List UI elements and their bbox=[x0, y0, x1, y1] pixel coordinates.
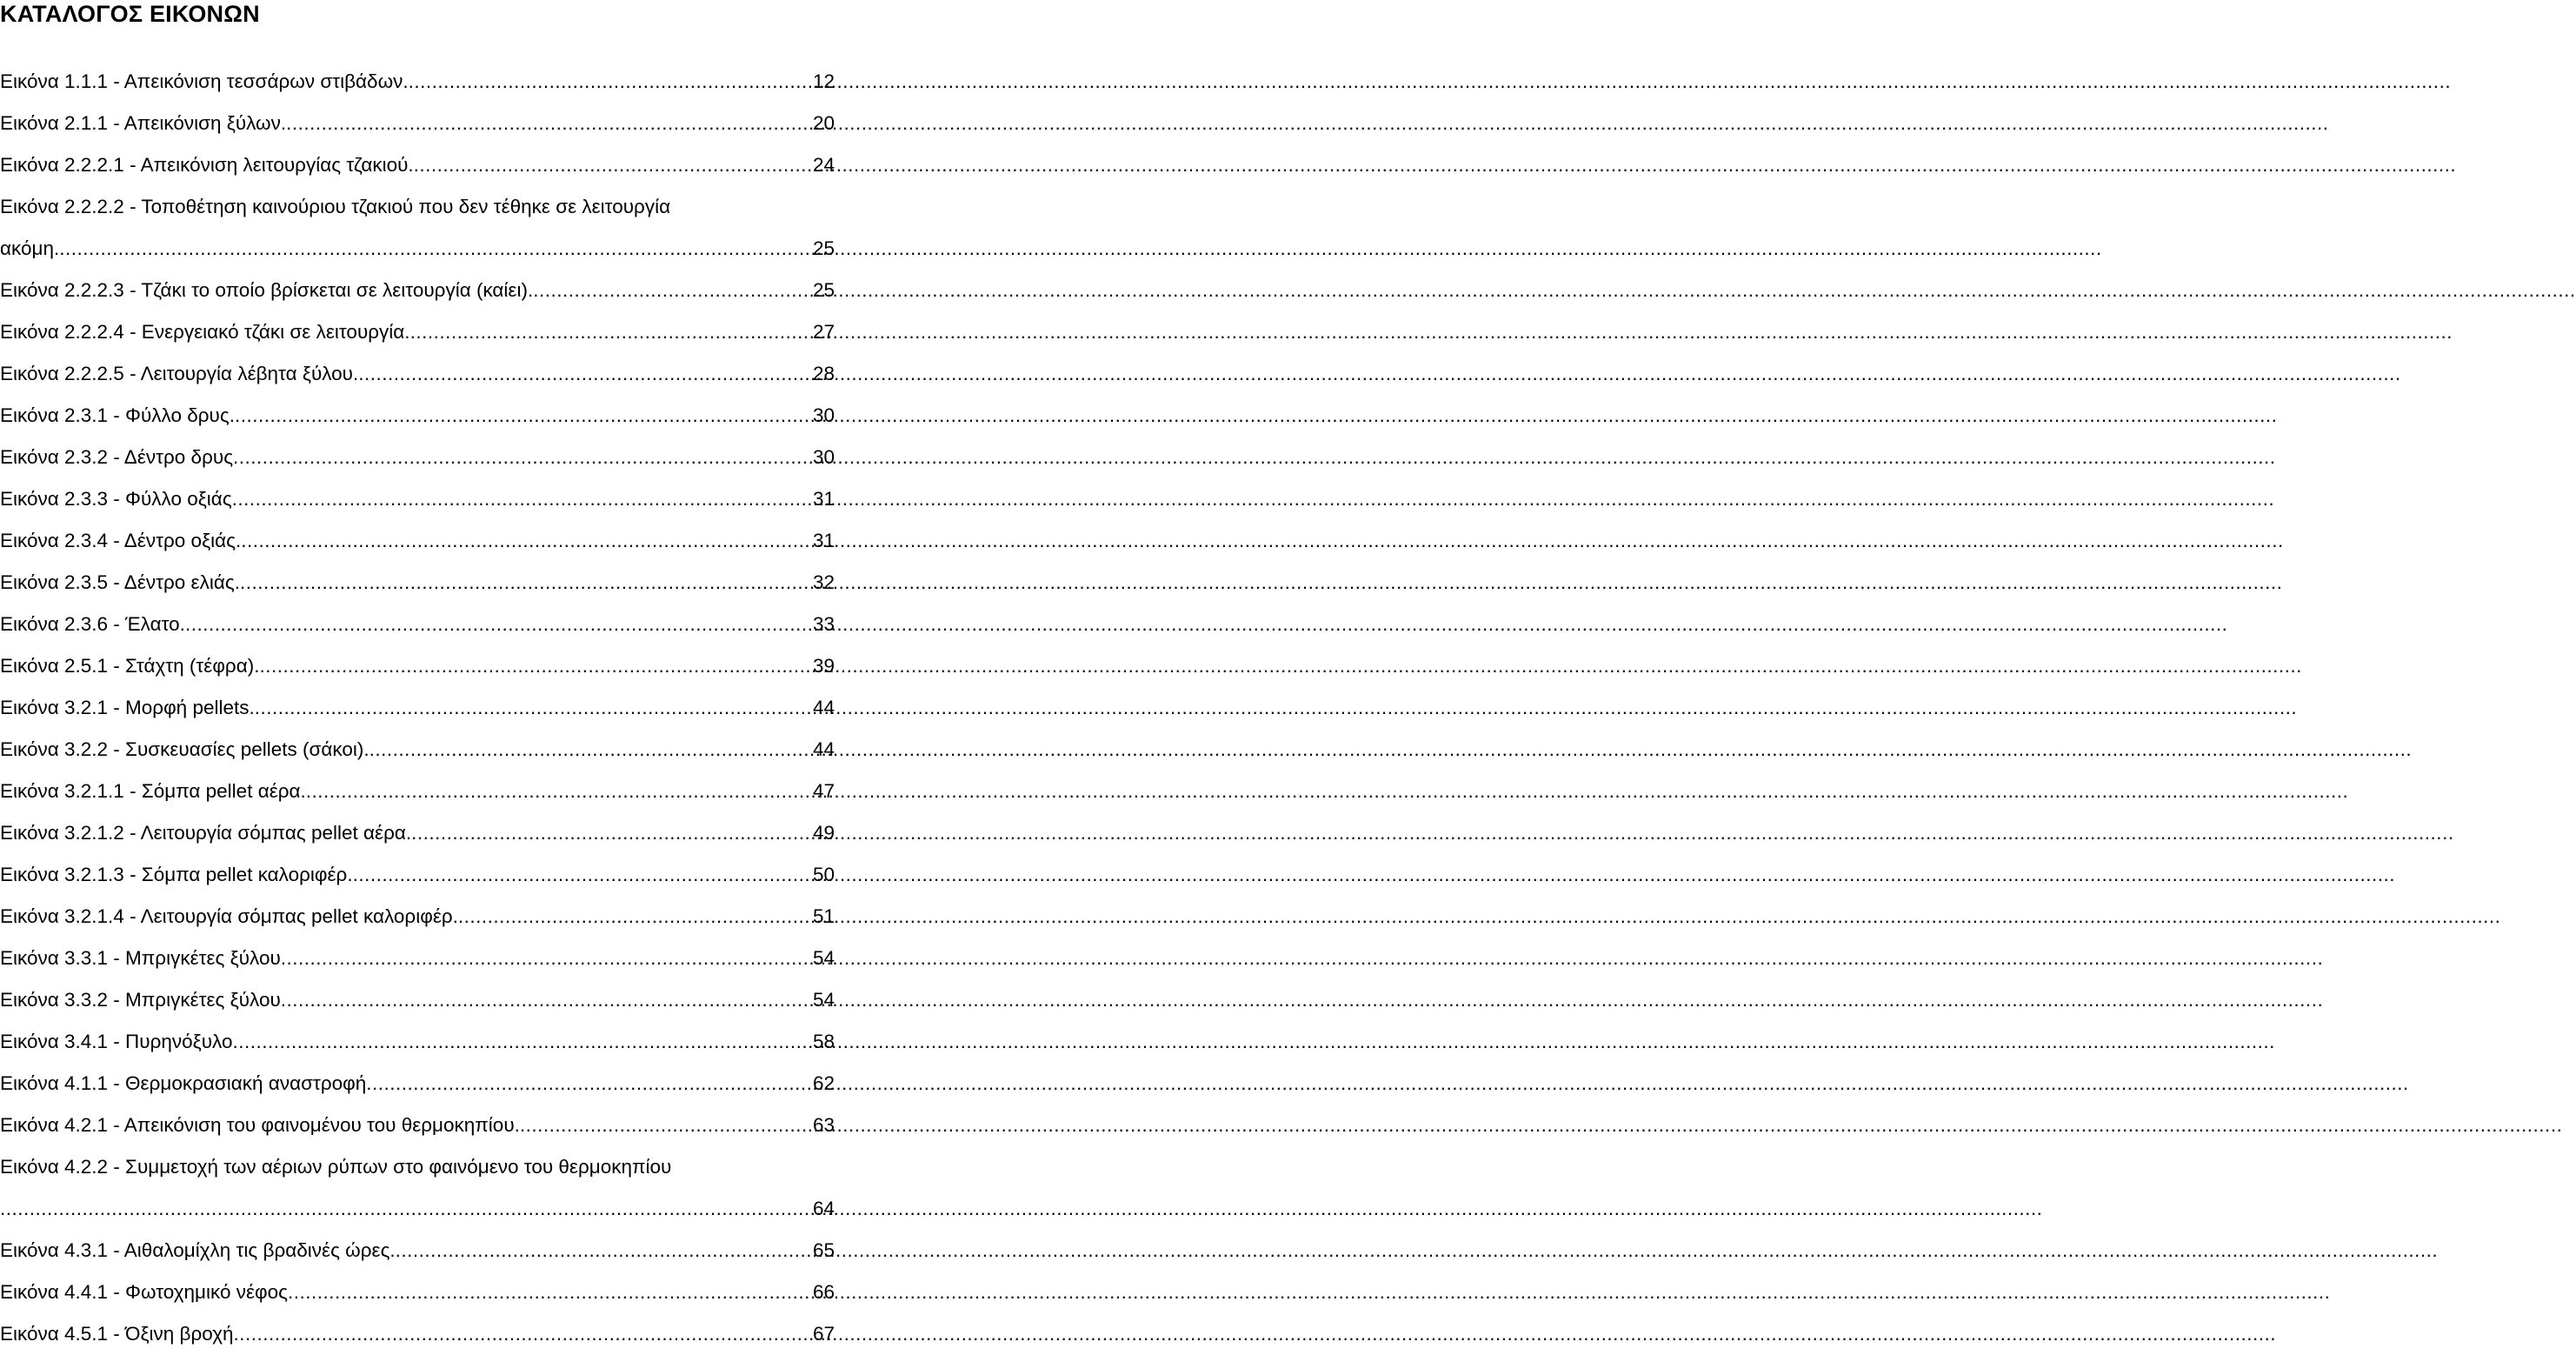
toc-entry-page: 30 bbox=[812, 404, 835, 426]
toc-entry[interactable] bbox=[0, 896, 835, 938]
toc-entry-text: Εικόνα 4.4.1 - Φωτοχημικό νέφος bbox=[0, 1281, 288, 1303]
toc-entry-text: Εικόνα 3.3.2 - Μπριγκέτες ξύλου bbox=[0, 989, 281, 1011]
toc-entry-page: 25 bbox=[812, 279, 835, 301]
toc-entry[interactable] bbox=[0, 645, 835, 687]
toc-entry-text: Εικόνα 2.2.2.1 - Απεικόνιση λειτουργίας τζακιού. bbox=[0, 154, 414, 176]
dot-leader bbox=[306, 780, 812, 803]
dot-leader bbox=[233, 446, 812, 469]
toc-entry-text: Εικόνα 2.3.5 - Δέντρο ελιάς. bbox=[0, 571, 240, 593]
toc-entry-page: 28 bbox=[812, 363, 835, 384]
toc-entry-text: Εικόνα 3.2.1.1 - Σόμπα pellet αέρα. bbox=[0, 780, 306, 802]
toc-entry-page: 51 bbox=[812, 905, 835, 927]
toc-entry-page: 25 bbox=[812, 237, 835, 259]
toc-entry-continuation[interactable] bbox=[0, 1188, 835, 1230]
toc-entry[interactable] bbox=[0, 1146, 835, 1188]
dot-leader bbox=[409, 70, 812, 93]
toc-entry-page: 12 bbox=[812, 70, 835, 92]
toc-entry-continuation[interactable] bbox=[0, 228, 835, 270]
toc-entry-page: 32 bbox=[812, 571, 835, 593]
toc-entry-page: 62 bbox=[812, 1072, 835, 1094]
toc-entry[interactable] bbox=[0, 103, 835, 144]
toc-entry-page: 50 bbox=[812, 864, 835, 885]
toc-entry-text: Εικόνα 2.1.1 - Απεικόνιση ξύλων. bbox=[0, 112, 287, 134]
toc-entry-page: 58 bbox=[812, 1031, 835, 1052]
toc-entry-text: Εικόνα 3.2.1 - Μορφή pellets. bbox=[0, 697, 255, 718]
toc-entry[interactable] bbox=[0, 562, 835, 604]
toc-entry-text: Εικόνα 3.2.1.3 - Σόμπα pellet καλοριφέρ. bbox=[0, 864, 353, 885]
toc-entry[interactable] bbox=[0, 1021, 835, 1063]
toc-entry-page: 67 bbox=[812, 1323, 835, 1345]
toc-entry-text: Εικόνα 2.3.2 - Δέντρο δρυς bbox=[0, 446, 234, 468]
toc-entry-page: 27 bbox=[812, 321, 835, 343]
toc-entry[interactable] bbox=[0, 1230, 835, 1272]
toc-entry-text: Εικόνα 4.1.1 - Θερμοκρασιακή αναστροφή bbox=[0, 1072, 367, 1094]
toc-entry-text: Εικόνα 2.5.1 - Στάχτη (τέφρα). bbox=[0, 655, 260, 677]
toc-entry-text: Εικόνα 3.2.2 - Συσκευασίες pellets (σάκοι). bbox=[0, 738, 369, 760]
toc-entry-page: 47 bbox=[812, 780, 835, 802]
dot-leader bbox=[358, 363, 812, 385]
dot-leader bbox=[411, 822, 812, 844]
toc-entry[interactable] bbox=[0, 144, 835, 186]
toc-entry-text: Εικόνα 2.2.2.3 - Τζάκι το οποίο βρίσκεται σε λειτουργία (καίει). bbox=[0, 279, 534, 301]
page-title: ΚΑΤΑΛΟΓΟΣ ΕΙΚΟΝΩΝ bbox=[0, 1, 260, 27]
toc-entry[interactable] bbox=[0, 729, 835, 771]
toc-entry[interactable] bbox=[0, 938, 835, 979]
toc-entry-text: Εικόνα 2.3.6 - Έλατο. bbox=[0, 613, 185, 635]
dot-leader bbox=[0, 1198, 812, 1220]
toc-entry[interactable] bbox=[0, 1063, 835, 1105]
toc-entry-page: 49 bbox=[812, 822, 835, 844]
toc-entry-text: Εικόνα 2.3.4 - Δέντρο οξιάς. bbox=[0, 530, 242, 551]
toc-entry[interactable] bbox=[0, 1272, 835, 1313]
toc-entry-text: Εικόνα 2.2.2.5 - Λειτουργία λέβητα ξύλου. bbox=[0, 363, 359, 384]
toc-entry-text: Εικόνα 4.2.2 - Συμμετοχή των αέριων ρύπων στο φαινόμενο του θερμοκηπίου bbox=[0, 1156, 672, 1178]
dot-leader bbox=[369, 738, 812, 761]
toc-entry[interactable] bbox=[0, 812, 835, 854]
toc-entry[interactable] bbox=[0, 1105, 835, 1146]
toc-entry[interactable] bbox=[0, 437, 835, 478]
toc-entry[interactable] bbox=[0, 771, 835, 812]
toc-entry[interactable] bbox=[0, 61, 835, 103]
toc-entry-text: Εικόνα 4.3.1 - Αιθαλομίχλη τις βραδινές ώρες. bbox=[0, 1239, 396, 1261]
toc-entry-page: 39 bbox=[812, 655, 835, 677]
toc-entry-text: Εικόνα 2.3.1 - Φύλλο δρυς. bbox=[0, 404, 235, 426]
toc-entry-page: 44 bbox=[812, 738, 835, 760]
toc-entry-page: 54 bbox=[812, 947, 835, 969]
toc-entry[interactable] bbox=[0, 1313, 835, 1355]
dot-leader bbox=[286, 112, 812, 135]
toc-entry[interactable] bbox=[0, 478, 835, 520]
toc-entry-text: Εικόνα 4.5.1 - Όξινη βροχή bbox=[0, 1323, 234, 1345]
dot-leader bbox=[59, 237, 812, 260]
toc-list bbox=[0, 61, 835, 1355]
dot-leader bbox=[259, 655, 812, 678]
dot-leader bbox=[458, 905, 812, 928]
toc-entry[interactable] bbox=[0, 687, 835, 729]
toc-entry-page: 65 bbox=[812, 1239, 835, 1261]
dot-leader bbox=[533, 279, 812, 302]
toc-entry-text: Εικόνα 1.1.1 - Απεικόνιση τεσσάρων στιβάδων. bbox=[0, 70, 409, 92]
dot-leader bbox=[255, 697, 812, 719]
toc-entry[interactable] bbox=[0, 270, 835, 311]
toc-entry-text: Εικόνα 2.3.3 - Φύλλο οξιάς bbox=[0, 488, 232, 510]
dot-leader bbox=[234, 1323, 812, 1345]
toc-entry-page: 64 bbox=[812, 1198, 835, 1219]
dot-leader bbox=[232, 488, 812, 511]
dot-leader bbox=[410, 321, 812, 344]
dot-leader bbox=[241, 530, 812, 552]
toc-entry-page: 44 bbox=[812, 697, 835, 718]
dot-leader bbox=[396, 1239, 812, 1262]
toc-entry[interactable] bbox=[0, 311, 835, 353]
toc-entry-page: 66 bbox=[812, 1281, 835, 1303]
toc-entry-text: Εικόνα 3.3.1 - Μπριγκέτες ξύλου bbox=[0, 947, 281, 969]
toc-entry[interactable] bbox=[0, 854, 835, 896]
toc-entry[interactable] bbox=[0, 186, 835, 228]
toc-entry-text: Εικόνα 3.2.1.4 - Λειτουργία σόμπας pellet καλοριφέρ. bbox=[0, 905, 458, 927]
toc-entry-page: 20 bbox=[812, 112, 835, 134]
toc-entry-text: Εικόνα 3.2.1.2 - Λειτουργία σόμπας pellet αέρα. bbox=[0, 822, 412, 844]
dot-leader bbox=[281, 947, 812, 970]
toc-entry-page: 33 bbox=[812, 613, 835, 635]
toc-entry-page: 24 bbox=[812, 154, 835, 176]
toc-entry-page: 31 bbox=[812, 488, 835, 510]
dot-leader bbox=[414, 154, 812, 177]
dot-leader bbox=[366, 1072, 812, 1095]
dot-leader bbox=[185, 613, 812, 636]
toc-entry-text: Εικόνα 2.2.2.2 - Τοποθέτηση καινούριου τζακιού που δεν τέθηκε σε λειτουργία bbox=[0, 196, 671, 217]
toc-entry-text: Εικόνα 2.2.2.4 - Ενεργειακό τζάκι σε λειτουργία. bbox=[0, 321, 410, 343]
toc-entry-page: 54 bbox=[812, 989, 835, 1011]
toc-entry[interactable] bbox=[0, 520, 835, 562]
toc-entry-page: 63 bbox=[812, 1114, 835, 1136]
toc-entry[interactable] bbox=[0, 979, 835, 1021]
dot-leader bbox=[281, 989, 812, 1011]
toc-entry[interactable] bbox=[0, 395, 835, 437]
dot-leader bbox=[288, 1281, 812, 1304]
dot-leader bbox=[235, 404, 812, 427]
toc-entry-text: Εικόνα 4.2.1 - Απεικόνιση του φαινομένου του θερμοκηπίου. bbox=[0, 1114, 520, 1136]
document-page bbox=[0, 0, 835, 1345]
toc-entry[interactable] bbox=[0, 604, 835, 645]
dot-leader bbox=[240, 571, 812, 594]
toc-entry-text: ακόμη. bbox=[0, 237, 60, 259]
toc-entry-page: 31 bbox=[812, 530, 835, 551]
toc-entry-page: 30 bbox=[812, 446, 835, 468]
toc-entry[interactable] bbox=[0, 353, 835, 395]
dot-leader bbox=[232, 1031, 811, 1053]
dot-leader bbox=[520, 1114, 812, 1137]
toc-entry-text: Εικόνα 3.4.1 - Πυρηνόξυλο bbox=[0, 1031, 233, 1052]
dot-leader bbox=[353, 864, 812, 886]
